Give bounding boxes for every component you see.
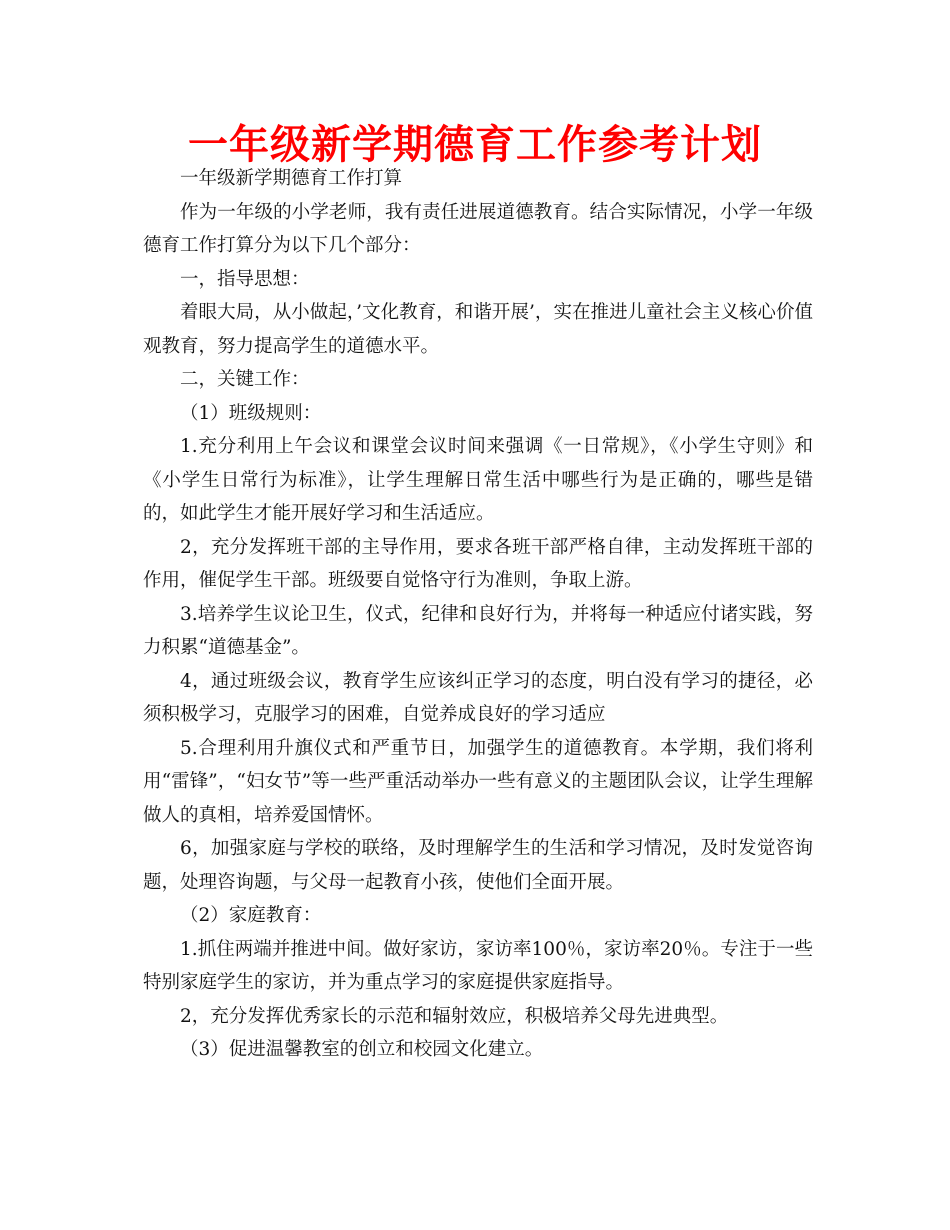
paragraph-family-item-1: 1.抓住两端并推进中间。做好家访，家访率100％，家访率20％。专注于一些特别家庭学生的家访，并为重点学习的家庭提供家庭指导。: [143, 938, 813, 993]
paragraph-item-5: 5.合理利用升旗仪式和严重节日，加强学生的道德教育。本学期，我们将利用“雷锋”，“妇女节”等一些严重活动举办一些有意义的主题团队会议，让学生理解做人的真相，培养爱国情怀。: [143, 737, 813, 826]
section-heading-guiding-thought: 一，指导思想：: [180, 268, 310, 290]
paragraph-item-1: 1.充分利用上午会议和课堂会议时间来强调《一日常规》，《小学生守则》和《小学生日常行为标准》，让学生理解日常生活中哪些行为是正确的，哪些是错的，如此学生才能开展好学习和生活适应。: [143, 436, 813, 524]
subsection-heading-classroom-culture: （3）促进温馨教室的创立和校园文化建立。: [180, 1039, 544, 1060]
paragraph-item-4: 4，通过班级会议，教育学生应该纠正学习的态度，明白没有学习的捷径，必须积极学习，克服学习的困难，自觉养成良好的学习适应: [143, 670, 813, 725]
document-title: 一年级新学期德育工作参考计划: [188, 122, 762, 168]
paragraph-family-item-2: 2，充分发挥优秀家长的示范和辐射效应，积极培养父母先进典型。: [180, 1005, 729, 1027]
paragraph-intro: 作为一年级的小学老师，我有责任进展道德教育。结合实际情况，小学一年级德育工作打算分为以下几个部分：: [143, 201, 813, 256]
paragraph-item-2: 2，充分发挥班干部的主导作用，要求各班干部严格自律，主动发挥班干部的作用，催促学生干部。班级要自觉恪守行为准则，争取上游。: [143, 536, 813, 591]
section-heading-key-work: 二，关键工作：: [180, 369, 310, 390]
paragraph-subtitle: 一年级新学期德育工作打算: [180, 168, 403, 189]
paragraph-guiding-thought: 着眼大局，从小做起，’文化教育，和谐开展’，实在推进儿童社会主义核心价值观教育，努力提高学生的道德水平。: [143, 302, 813, 357]
document-body: [143, 162, 813, 1067]
subsection-heading-family-education: （2）家庭教育：: [180, 905, 322, 926]
paragraph-item-6: 6，加强家庭与学校的联络，及时理解学生的生活和学习情况，及时发觉咨询题，处理咨询题，与父母一起教育小孩，使他们全面开展。: [143, 838, 813, 893]
subsection-heading-class-rules: （1）班级规则：: [180, 402, 322, 424]
paragraph-item-3: 3.培养学生议论卫生，仪式，纪律和良好行为，并将每一种适应付诸实践，努力积累“道德基金”。: [143, 603, 813, 658]
